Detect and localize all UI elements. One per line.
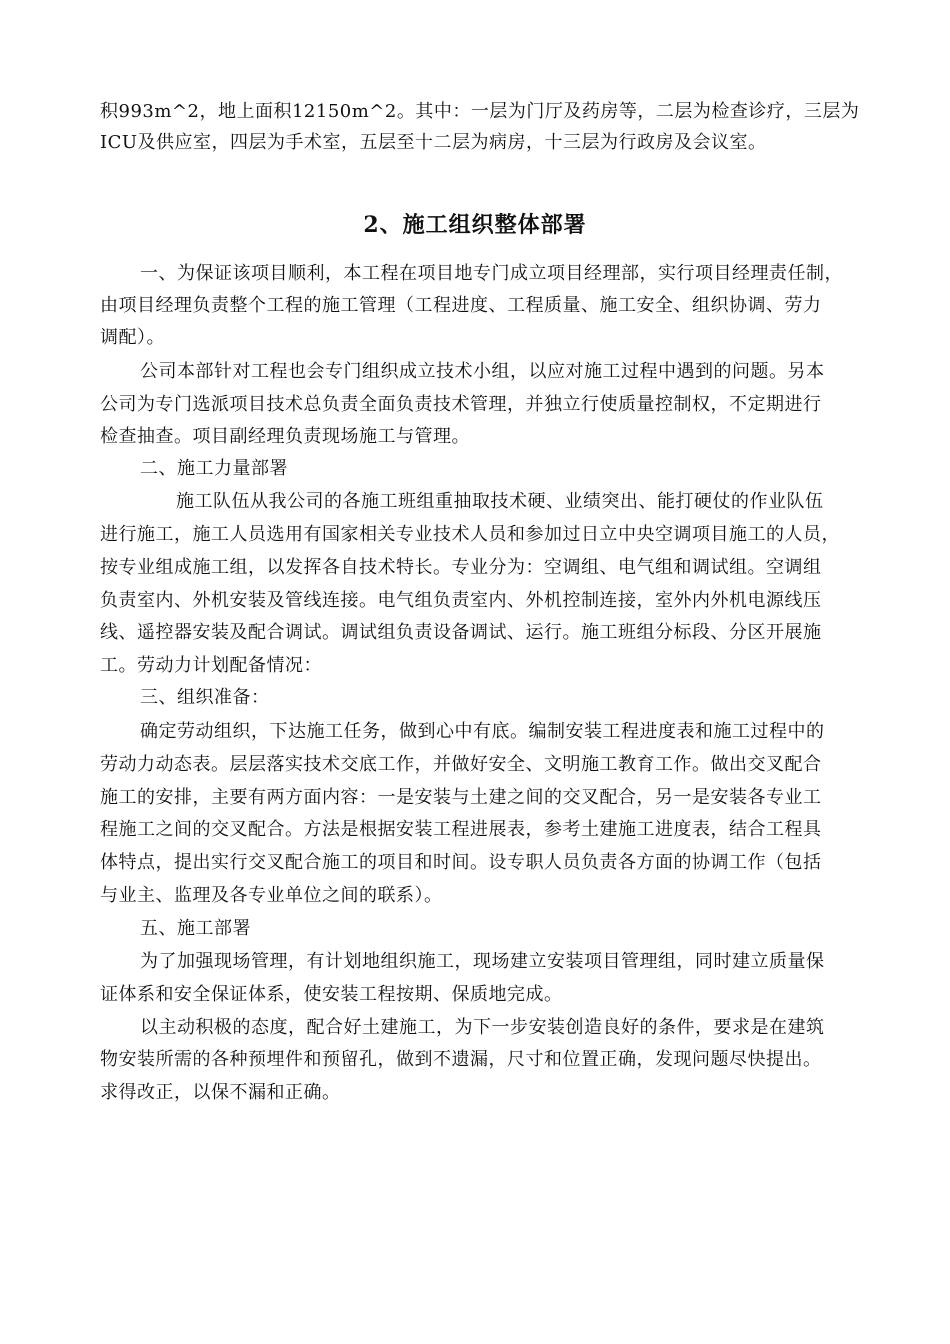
para2-line-1: 公司本部针对工程也会专门组织成立技术小组，以应对施工过程中遇到的问题。另本 (140, 361, 825, 382)
section3-title: 三、组织准备： (140, 687, 270, 708)
intro-line-1: 积993m^2，地上面积12150m^2。其中：一层为门厅及药房等，二层为检查诊疗，三层为 (100, 101, 860, 122)
para4-line-6: 与业主、监理及各专业单位之间的联系）。 (100, 885, 443, 906)
section2-title: 二、施工力量部署 (140, 458, 288, 479)
para6-line-3: 求得改正，以保不漏和正确。 (100, 1082, 341, 1103)
para4-line-2: 劳动力动态表。层层落实技术交底工作，并做好安全、文明施工教育工作。做出交叉配合 (100, 754, 822, 775)
para1-line-1: 一、为保证该项目顺利，本工程在项目地专门成立项目经理部，实行项目经理责任制， (140, 263, 843, 284)
para2-line-3: 检查抽查。项目副经理负责现场施工与管理。 (100, 426, 470, 447)
para3-line-4: 负责室内、外机安装及管线连接。电气组负责室内、外机控制连接，室外内外机电源线压 (100, 590, 822, 611)
para5-line-1: 为了加强现场管理，有计划地组织施工，现场建立安装项目管理组，同时建立质量保 (140, 951, 825, 972)
section5-title: 五、施工部署 (140, 918, 251, 939)
para3-line-3: 按专业组成施工组，以发挥各自技术特长。专业分为：空调组、电气组和调试组。空调组 (100, 557, 822, 578)
intro-line-2: ICU及供应室，四层为手术室，五层至十二层为病房，十三层为行政房及会议室。 (100, 132, 767, 153)
para4-line-5: 体特点，提出实行交叉配合施工的项目和时间。设专职人员负责各方面的协调工作（包括 (100, 852, 822, 873)
para3-line-5: 线、遥控器安装及配合调试。调试组负责设备调试、运行。施工班组分标段、分区开展施 (100, 622, 822, 643)
para3-line-1: 施工队伍从我公司的各施工班组重抽取技术硬、业绩突出、能打硬仗的作业队伍 (176, 491, 824, 512)
para3-line-6: 工。劳动力计划配备情况： (100, 655, 322, 676)
para6-line-1: 以主动积极的态度，配合好土建施工，为下一步安装创造良好的条件，要求是在建筑 (140, 1017, 825, 1038)
para5-line-2: 证体系和安全保证体系，使安装工程按期、保质地完成。 (100, 984, 563, 1005)
para4-line-3: 施工的安排，主要有两方面内容：一是安装与土建之间的交叉配合，另一是安装各专业工 (100, 787, 822, 808)
para4-line-1: 确定劳动组织，下达施工任务，做到心中有底。编制安装工程进度表和施工过程中的 (140, 721, 825, 742)
para2-line-2: 公司为专门选派项目技术总负责全面负责技术管理，并独立行使质量控制权，不定期进行 (100, 394, 822, 415)
para1-line-3: 调配）。 (100, 327, 165, 348)
section-heading: 2、施工组织整体部署 (363, 212, 587, 238)
para6-line-2: 物安装所需的各种预埋件和预留孔，做到不遗漏，尺寸和位置正确，发现问题尽快提出。 (100, 1049, 822, 1070)
para4-line-4: 程施工之间的交叉配合。方法是根据安装工程进展表，参考土建施工进度表，结合工程具 (100, 819, 822, 840)
para3-line-2: 进行施工，施工人员选用有国家相关专业技术人员和参加过日立中央空调项目施工的人员， (100, 524, 840, 545)
para1-line-2: 由项目经理负责整个工程的施工管理（工程进度、工程质量、施工安全、组织协调、劳力 (100, 295, 822, 316)
